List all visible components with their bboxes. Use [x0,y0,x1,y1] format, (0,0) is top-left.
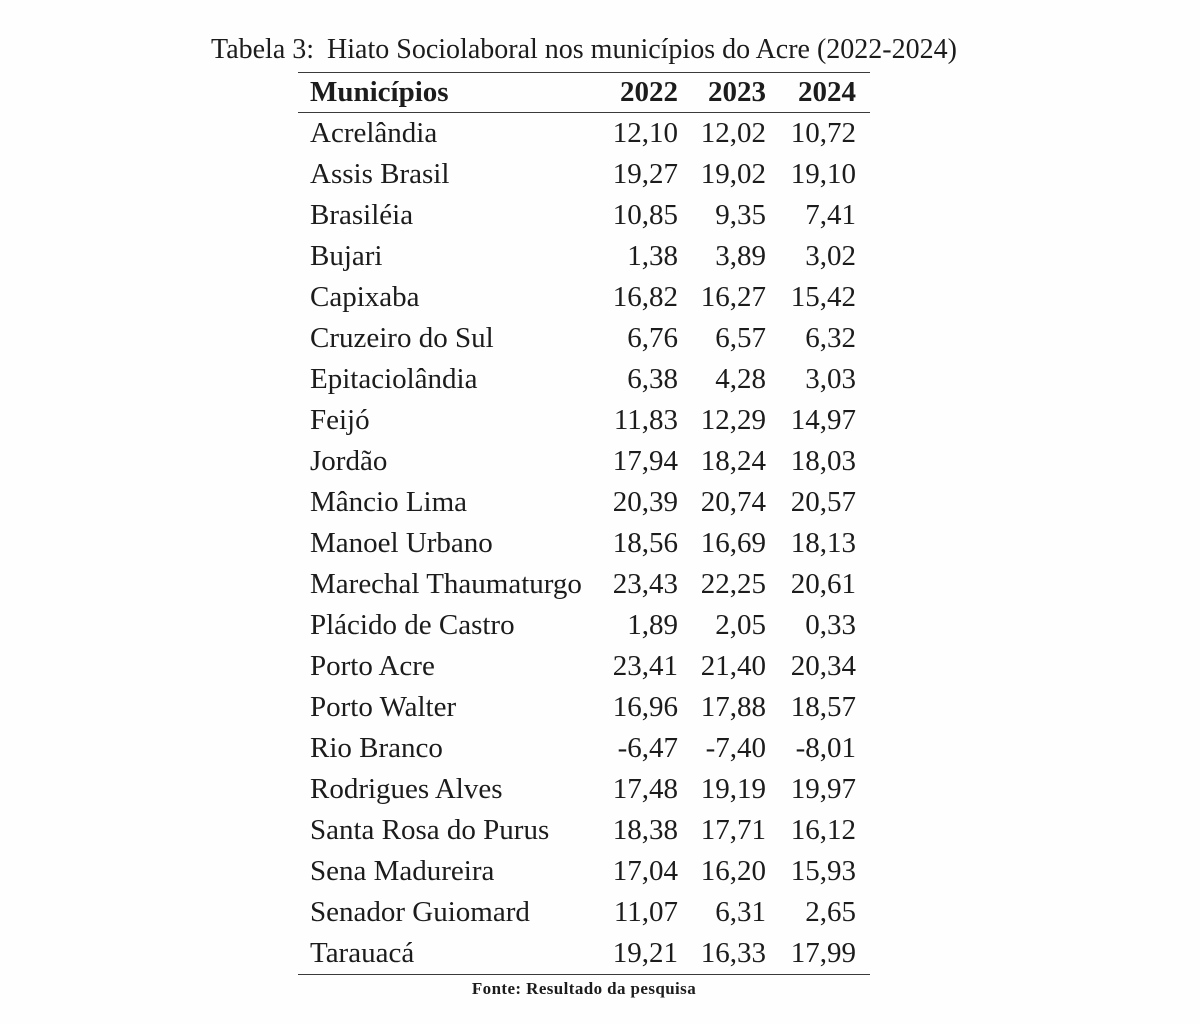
value-cell-2023: -7,40 [705,732,766,764]
value-cell-2022: 17,48 [612,773,678,805]
municipality-cell: Senador Guiomard [310,896,530,928]
value-cell-2024: 19,97 [790,773,856,805]
table-row [298,359,870,400]
table-row [298,113,870,155]
municipality-cell: Sena Madureira [310,855,495,887]
value-cell-2023: 3,89 [715,240,766,272]
municipality-cell: Tarauacá [310,937,415,969]
municipality-cell: Assis Brasil [310,158,450,190]
municipality-cell: Brasiléia [310,199,414,231]
value-cell-2023: 21,40 [700,650,766,682]
value-cell-2022: 17,04 [612,855,678,887]
value-cell-2022: 11,83 [613,404,678,436]
value-cell-2022: 12,10 [612,117,678,149]
municipality-cell: Marechal Thaumaturgo [310,568,582,600]
table-row [298,605,870,646]
value-cell-2022: 1,38 [627,240,678,272]
value-cell-2024: 15,42 [790,281,856,313]
value-cell-2022: 23,41 [612,650,678,682]
hiato-sociolaboral-table [298,72,870,975]
table-row [298,851,870,892]
value-cell-2024: 20,61 [790,568,856,600]
value-cell-2022: 17,94 [612,445,678,477]
table-row [298,892,870,933]
municipality-cell: Jordão [310,445,388,477]
value-cell-2024: 19,10 [790,158,856,190]
table-body [298,113,870,975]
value-cell-2024: 15,93 [790,855,856,887]
value-cell-2023: 19,19 [700,773,766,805]
value-cell-2022: 6,76 [627,322,678,354]
table-header-row [298,73,870,113]
table-row [298,810,870,851]
value-cell-2023: 12,02 [700,117,766,149]
table-row [298,277,870,318]
table-row [298,933,870,975]
value-cell-2023: 9,35 [715,199,766,231]
value-cell-2023: 4,28 [715,363,766,395]
table-caption [211,33,957,67]
value-cell-2024: 6,32 [805,322,856,354]
municipality-cell: Rodrigues Alves [310,773,503,805]
table-row [298,236,870,277]
municipality-cell: Capixaba [310,281,420,313]
value-cell-2024: 20,57 [790,486,856,518]
municipality-cell: Manoel Urbano [310,527,493,559]
value-cell-2023: 19,02 [700,158,766,190]
column-header-municipios: Municípios [298,73,590,113]
value-cell-2023: 16,69 [700,527,766,559]
value-cell-2024: 3,02 [805,240,856,272]
value-cell-2023: 17,88 [700,691,766,723]
municipality-cell: Porto Walter [310,691,457,723]
value-cell-2024: 2,65 [805,896,856,928]
table-row [298,441,870,482]
column-header-2023: 2023 [678,73,766,113]
table-caption-label: Tabela 3: [211,34,315,65]
value-cell-2023: 16,20 [700,855,766,887]
value-cell-2024: 17,99 [790,937,856,969]
municipality-cell: Plácido de Castro [310,609,515,641]
value-cell-2024: 3,03 [805,363,856,395]
municipality-cell: Rio Branco [310,732,443,764]
municipality-cell: Acrelândia [310,117,438,149]
value-cell-2022: 1,89 [627,609,678,641]
table-header [298,73,870,113]
value-cell-2022: 19,21 [612,937,678,969]
municipality-cell: Epitaciolândia [310,363,478,395]
value-cell-2024: 10,72 [790,117,856,149]
value-cell-2024: 14,97 [790,404,856,436]
value-cell-2024: 20,34 [790,650,856,682]
value-cell-2024: 18,57 [790,691,856,723]
value-cell-2022: 19,27 [612,158,678,190]
value-cell-2022: 18,38 [612,814,678,846]
value-cell-2023: 22,25 [700,568,766,600]
value-cell-2023: 6,31 [715,896,766,928]
value-cell-2024: 18,03 [790,445,856,477]
column-header-2022: 2022 [590,73,678,113]
table-row [298,154,870,195]
table-row [298,564,870,605]
municipality-cell: Santa Rosa do Purus [310,814,550,846]
value-cell-2024: 7,41 [805,199,856,231]
value-cell-2023: 6,57 [715,322,766,354]
value-cell-2023: 18,24 [700,445,766,477]
value-cell-2023: 17,71 [700,814,766,846]
value-cell-2024: 0,33 [805,609,856,641]
value-cell-2022: 16,82 [612,281,678,313]
table-row [298,523,870,564]
municipality-cell: Porto Acre [310,650,435,682]
value-cell-2023: 2,05 [715,609,766,641]
source-note: Fonte: Resultado da pesquisa [471,979,697,998]
table-row [298,482,870,523]
table-row [298,646,870,687]
table-row [298,195,870,236]
municipality-cell: Cruzeiro do Sul [310,322,494,354]
value-cell-2022: 18,56 [612,527,678,559]
municipality-cell: Feijó [310,404,370,436]
municipality-cell: Mâncio Lima [310,486,468,518]
value-cell-2024: 18,13 [790,527,856,559]
value-cell-2023: 16,33 [700,937,766,969]
table-row [298,687,870,728]
table-row [298,728,870,769]
value-cell-2022: 6,38 [627,363,678,395]
value-cell-2024: 16,12 [790,814,856,846]
value-cell-2023: 16,27 [700,281,766,313]
value-cell-2022: 10,85 [612,199,678,231]
value-cell-2022: 16,96 [612,691,678,723]
table-caption-title: Hiato Sociolaboral nos municípios do Acre (2022-2024) [327,34,957,65]
municipality-cell: Bujari [310,240,383,272]
column-header-2024: 2024 [766,73,870,113]
value-cell-2024: -8,01 [795,732,856,764]
value-cell-2022: 20,39 [612,486,678,518]
value-cell-2023: 12,29 [700,404,766,436]
value-cell-2022: 23,43 [612,568,678,600]
table-row [298,769,870,810]
value-cell-2022: -6,47 [617,732,678,764]
table-row [298,400,870,441]
value-cell-2022: 11,07 [613,896,678,928]
table-row [298,318,870,359]
value-cell-2023: 20,74 [700,486,766,518]
